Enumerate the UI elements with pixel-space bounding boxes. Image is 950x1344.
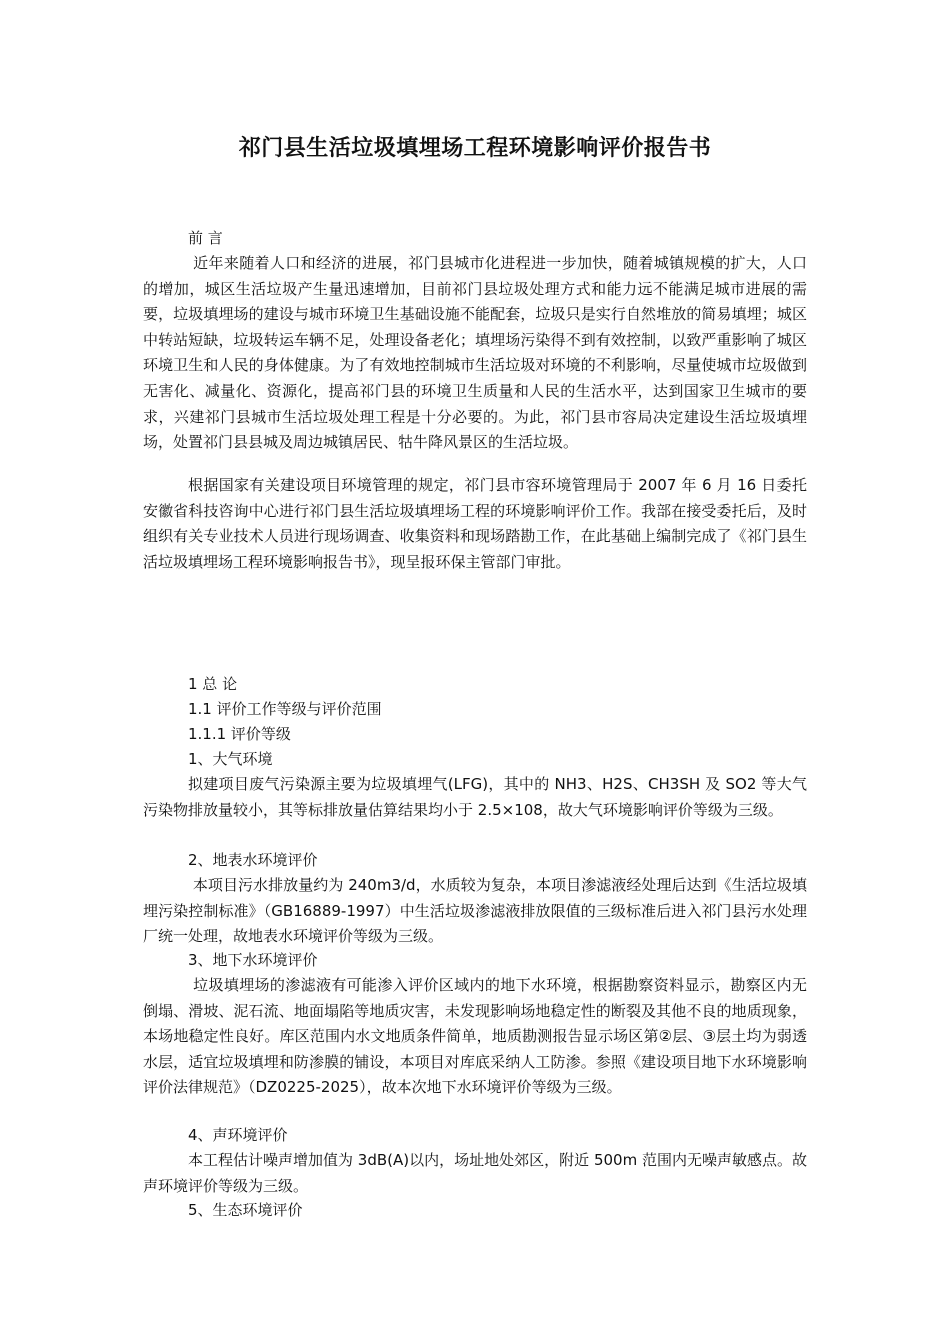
section-1-1-1-heading: 1.1.1 评价等级	[188, 725, 291, 743]
item-5-label: 5、生态环境评价	[188, 1201, 303, 1219]
section-1-1-heading: 1.1 评价工作等级与评价范围	[188, 700, 382, 718]
item-3-label: 3、地下水环境评价	[188, 951, 318, 969]
item-4-text: 本工程估计噪声增加值为 3dB(A)以内，场址地处郊区，附近 500m 范围内无噪声敏感点。故声环境评价等级为三级。	[143, 1151, 807, 1195]
foreword-paragraph-2: 根据国家有关建设项目环境管理的规定，祁门县市容环境管理局于 2007 年 6 月 16 日委托安徽省科技咨询中心进行祁门县生活垃圾填埋场工程的环境影响评价工作。我部在接受委托后，及时组织有关专业技术人员进行现场调查、收集资料和现场踏勘工作，在此基础上编制完成了《祁门县生活垃圾填埋场工程环境影响报告书》，现呈报环保主管部门审批。	[143, 476, 807, 571]
item-2-label: 2、地表水环境评价	[188, 851, 318, 869]
item-1-label: 1、大气环境	[188, 750, 273, 768]
chapter-1-heading: 1 总 论	[188, 675, 238, 693]
item-3-text: 垃圾填埋场的渗滤液有可能渗入评价区域内的地下水环境，根据勘察资料显示，勘察区内无倒塌、滑坡、泥石流、地面塌陷等地质灾害，未发现影响场地稳定性的断裂及其他不良的地质现象，本场地稳定性良好。库区范围内水文地质条件简单，地质勘测报告显示场区第②层、③层土均为弱透水层，适宜垃圾填埋和防渗膜的铺设，本项目对库底采纳人工防渗。参照《建设项目地下水环境影响评价法律规范》（DZ0225-2025），故本次地下水环境评价等级为三级。	[143, 976, 807, 1097]
foreword-heading: 前 言	[188, 229, 223, 247]
document-title: 祁门县生活垃圾填埋场工程环境影响评价报告书	[238, 135, 712, 161]
foreword-paragraph-1: 近年来随着人口和经济的进展，祁门县城市化进程进一步加快，随着城镇规模的扩大，人口的增加，城区生活垃圾产生量迅速增加，目前祁门县垃圾处理方式和能力远不能满足城市进展的需要，垃圾填埋场的建设与城市环境卫生基础设施不能配套，垃圾只是实行自然堆放的简易填埋；城区中转站短缺，垃圾转运车辆不足，处理设备老化；填埋场污染得不到有效控制，以致严重影响了城区环境卫生和人民的身体健康。为了有效地控制城市生活垃圾对环境的不利影响，尽量使城市垃圾做到无害化、减量化、资源化，提高祁门县的环境卫生质量和人民的生活水平，达到国家卫生城市的要求，兴建祁门县城市生活垃圾处理工程是十分必要的。为此，祁门县市容局决定建设生活垃圾填埋场，处置祁门县县城及周边城镇居民、牯牛降风景区的生活垃圾。	[143, 254, 807, 452]
item-1-text: 拟建项目废气污染源主要为垃圾填埋气(LFG)，其中的 NH3、H2S、CH3SH 及 SO2 等大气污染物排放量较小，其等标排放量估算结果均小于 2.5×108，故大气环境影响评价等级为三级。	[143, 775, 807, 819]
item-2-text: 本项目污水排放量约为 240m3/d，水质较为复杂，本项目渗滤液经处理后达到《生活垃圾填埋污染控制标准》（GB16889-1997）中生活垃圾渗滤液排放限值的三级标准后进入祁门县污水处理厂统一处理，故地表水环境评价等级为三级。	[143, 876, 807, 946]
item-4-label: 4、声环境评价	[188, 1126, 288, 1144]
